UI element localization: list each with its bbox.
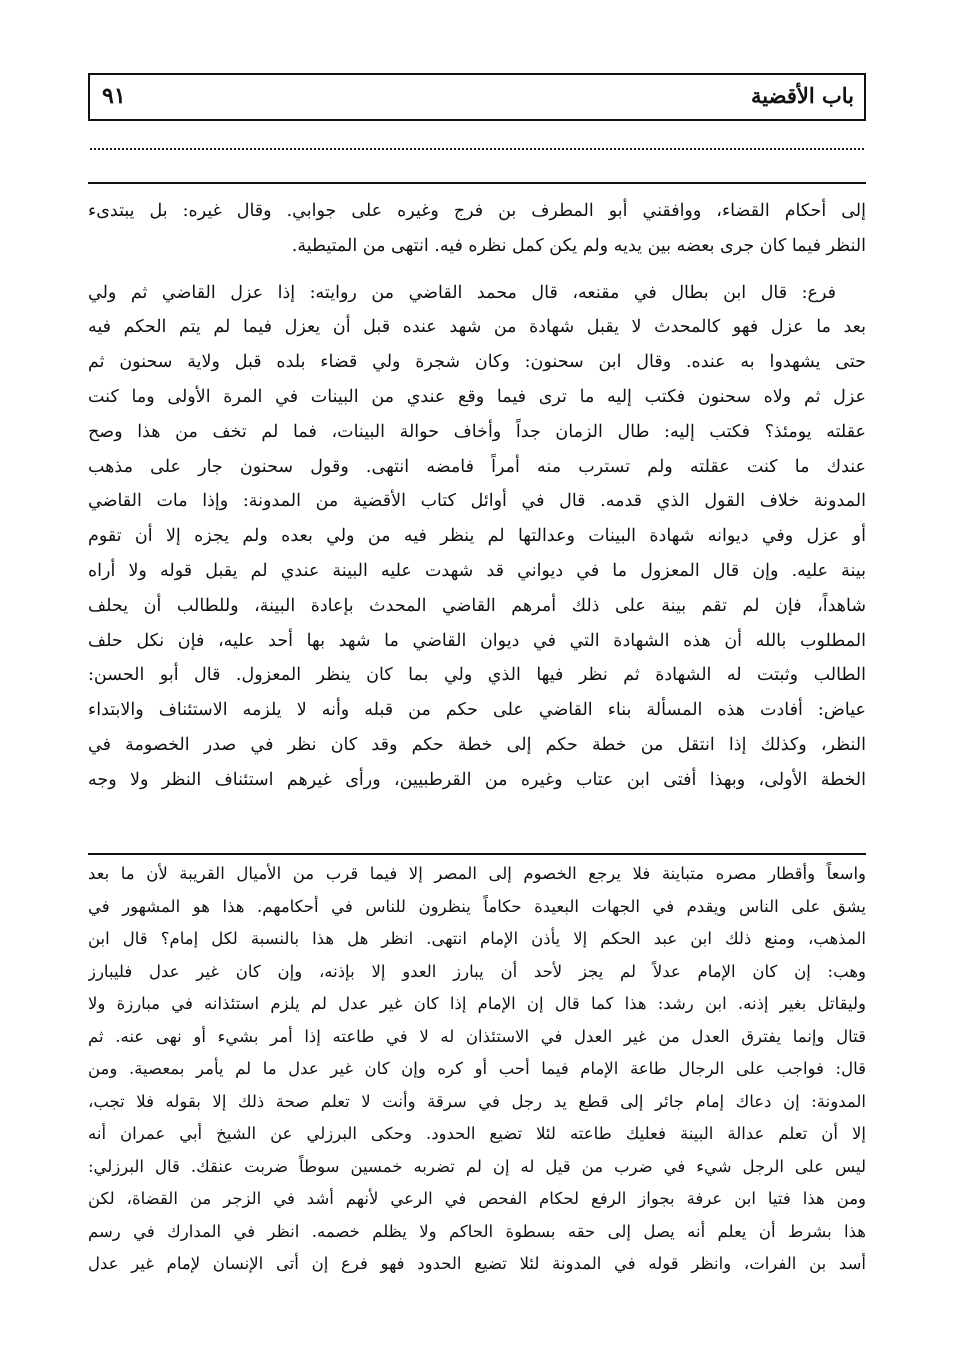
dotted-separator xyxy=(90,148,864,150)
text-line: عقلته يومئذ؟ فكتب إليه: طال الزمان جداً وأخاف حوالة البينات، فما لم تخف من هذا وصح xyxy=(88,421,866,442)
text-line: الخطة الأولى، وبهذا أفتى ابن عتاب وغيره من القرطبيين، ورأى غيرهم استئناف النظر ولا وجه xyxy=(88,769,866,790)
top-rule xyxy=(88,182,866,184)
main-text xyxy=(88,194,866,798)
text-line: إلى أحكام القضاء، ووافقني أبو المطرف بن فرج وغيره على جوابي. وقال غيره: بل يبتدىء xyxy=(88,201,866,221)
footnote-line: وهب: إن كان الإمام عدلاً لم يجز لأحد أن يبارز العدو إلا بإذنه، وإن كان غير عدل فليبارز xyxy=(88,961,866,981)
text-line: حتى يشهدوا به عنده. وقال ابن سحنون: وكان شجرة ولي قضاء بلده قبل ولاية سحنون ثم xyxy=(88,352,866,373)
footnote-line: ومن هذا فتيا ابن عرفة بجواز الرفع لحكام الفحص في الرعي لأنهم أشد في الزجر من القضاة، لكن xyxy=(88,1189,866,1208)
text-line: عندك ما كنت عقلته ولم تسترب منه أمراً فامضه انتهى. وقول سحنون جار على مذهب xyxy=(88,456,866,477)
footnote-line: يشق على الناس ويقدم في الجهات البعيدة حكاماً ينظرون للناس في أحكامهم. هذا هو المشهور في xyxy=(88,896,866,916)
text-line: النظر، وكذلك إذا انتقل من خطة حكم إلى خطة حكم وقد كان نظر في صدر الخصومة في xyxy=(88,734,866,755)
text-line: النظر فيما كان جرى بعضه بين يديه ولم يكن كمل نظره فيه. انتهى من المتيطية. xyxy=(291,235,866,256)
text-line: بعد ما عزل فهو كالمحدث لا يقبل شهادة من شهد عنده قبل أن يعزل فيما لم يتم الحكم فيه xyxy=(88,317,866,338)
footnote-line: واسعاً وأقطار مصره متباينة فلا يرجع الخصوم إلى المصر إلا فيما قرب من الأميال القريبة لأن ما بعد xyxy=(88,864,866,883)
text-line: بينة عليه. وإن قال المعزول ما في ديواني قد شهدت عليه البينة عندي لم يقبل قوله ولا أراه xyxy=(88,560,866,581)
text-line: المدونة خلاف القول الذي قدمه. قال في أوائل كتاب الأقضية من المدونة: وإذا مات القاضي xyxy=(88,491,866,512)
footnote-line: هذا بشرط أن يعلم أنه يصل إلى حقه بسطوة الحاكم ولا يظلم خصمه. انظر في المدارك في رسم xyxy=(88,1221,866,1241)
text-line: أو عزل وفي ديوانه شهادة البينات وعدالتها لم ينظر فيه من ولي بعده ولم يجزه إلا أن تقوم xyxy=(88,526,866,547)
text-line: شاهداً، فإن لم تقم بينة على ذلك أمرهم القاضي المحدث بإعادة البينة، وللطالب أن يحلف xyxy=(88,595,866,616)
footnote-line: وليقاتل بغير إذنه. ابن رشد: هذا كما قال إن الإمام إذا كان غير عدل لم يلزم استئذانه في مبارزة ولا xyxy=(88,994,866,1013)
footnote-line: المدونة: إن دعاك إمام جائر إلى قطع يد رجل في سرقة وأنت لا تعلم صحة ذلك إلا بقوله فلا تجب، xyxy=(88,1091,866,1111)
text-line: عياض: أفادت هذه المسألة بناء القاضي على حكم من قبله وأنه لا يلزمه الاستئناف والابتداء xyxy=(88,700,866,721)
chapter-title: باب الأقضية xyxy=(751,83,854,108)
footnote-line: إلا أن تعلم عدالة البينة فعليك طاعته لئلا تضيع الحدود. وحكى البرزلي عن الشيخ أبي عمران أنه xyxy=(88,1124,866,1143)
page-number: ٩١ xyxy=(102,83,126,109)
footnote-line: ليس على الرجل شيء في ضرب من قيل له إن لم تضربه خمسين سوطاً ضربت عنقك. قال البرزلي: xyxy=(88,1156,866,1176)
text-line: الطالب وثبتت له الشهادة ثم نظر فيها الذي ولي بما كان ينظر المعزول. قال أبو الحسن: xyxy=(88,665,866,686)
footnote-text xyxy=(88,858,866,1281)
text-line: فرع: قال ابن بطال في مقنعه، قال محمد القاضي من روايته: إذا عزل القاضي ثم ولي xyxy=(88,282,836,303)
text-line: عزل ثم ولاه سحنون فكتب إليه ما ترى فيما وقع عندي من البينات في المرة الأولى وما كنت xyxy=(88,386,866,407)
page-header-box xyxy=(88,73,866,121)
text-line: المطلوب بالله أن هذه الشهادة التي في ديوان القاضي ما شهد بها أحد عليه، فإن نكل حلف xyxy=(88,630,866,651)
footnote-rule xyxy=(88,853,866,855)
footnote-line: المذهب، ومنع ذلك ابن عبد الحكم إلا يأذن الإمام انتهى. انظر هل هذا بالنسبة لكل إمام؟ قال ابن xyxy=(88,929,866,948)
footnote-line: أسد بن الفرات، وانظر قوله في المدونة لئلا تضيع الحدود فهو فرع إن أتى الإنسان لإمام غير عدل xyxy=(88,1254,866,1273)
footnote-line: قال: فواجب على الرجال طاعة الإمام فيما أحب أو كره وإن كان غير عدل ما لم يأمر بمعصية. ومن xyxy=(88,1059,866,1078)
footnote-line: قتال وإنما يفترق العدل من غير العدل في الاستئذان له لا في طاعته إذا أمر بشيء أو نهى عنه. ثم xyxy=(88,1026,866,1046)
